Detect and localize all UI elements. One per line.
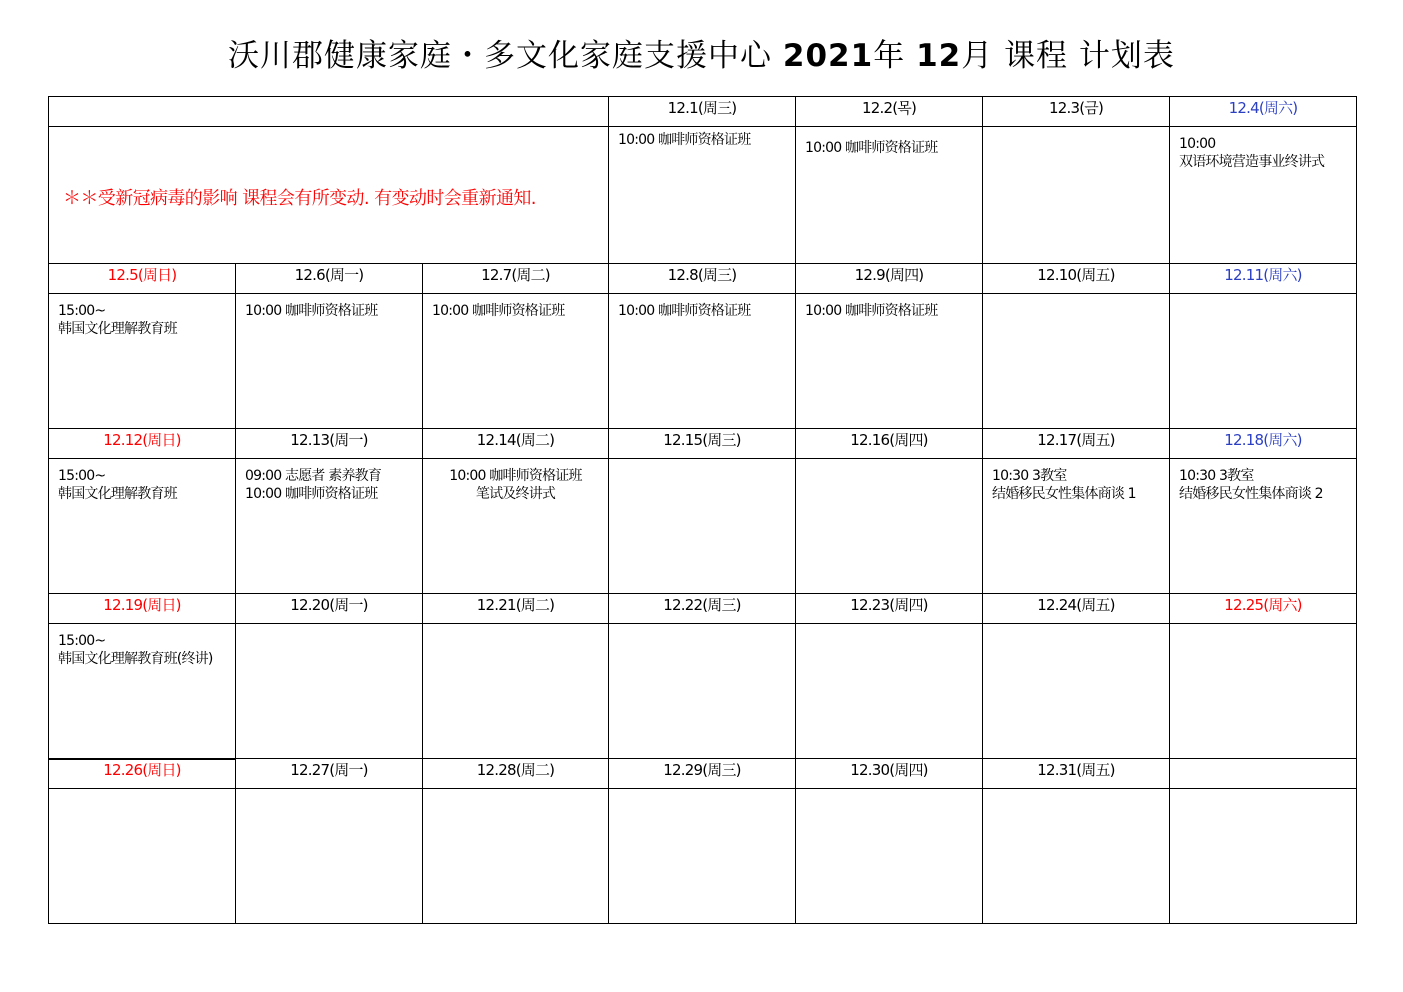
event-cell [49, 459, 236, 594]
title-month-unit: 月 [961, 38, 994, 74]
event-cell [983, 294, 1170, 429]
title-year: 2021 [782, 38, 874, 74]
title-month: 12 [916, 38, 962, 74]
week3-date-row [49, 429, 1357, 459]
event-cell [609, 624, 796, 759]
event-text: 15:00~ 韩国文化理解教育班(终讲) [58, 633, 213, 667]
event-cell [1170, 789, 1357, 924]
date-cell-saturday: 12.4(周六) [1170, 97, 1357, 127]
date-cell: 12.23(周四) [796, 594, 983, 624]
event-cell [236, 789, 423, 924]
title-suffix: 课程 计划表 [1004, 38, 1175, 74]
event-cell [609, 294, 796, 429]
page-title [0, 30, 1403, 75]
event-text: 10:00 咖啡师资格证班 [805, 303, 938, 319]
title-center-name: 沃川郡健康家庭・多文化家庭支援中心 [228, 38, 773, 74]
event-cell [1170, 624, 1357, 759]
event-text: 10:00 咖啡师资格证班 [805, 140, 938, 156]
date-cell: 12.2(목) [796, 97, 983, 127]
event-cell [1170, 294, 1357, 429]
date-cell: 12.10(周五) [983, 264, 1170, 294]
date-cell: 12.1(周三) [609, 97, 796, 127]
event-cell [1170, 127, 1357, 264]
title-year-unit: 年 [873, 38, 906, 74]
week-divider-line [48, 758, 235, 760]
date-cell: 12.30(周四) [796, 759, 983, 789]
event-text: 10:30 3教室 结婚移民女性集体商谈 1 [992, 468, 1136, 502]
event-text: 10:00 咖啡师资格证班 [432, 303, 565, 319]
event-cell [609, 127, 796, 264]
week4-date-row [49, 594, 1357, 624]
event-text [1170, 294, 1356, 302]
event-cell [49, 789, 236, 924]
event-cell [423, 459, 609, 594]
date-cell: 12.13(周一) [236, 429, 423, 459]
event-cell [983, 459, 1170, 594]
event-text [236, 624, 422, 632]
date-cell-holiday: 12.25(周六) [1170, 594, 1357, 624]
event-cell [236, 624, 423, 759]
event-text [236, 789, 422, 797]
date-cell: 12.21(周二) [423, 594, 609, 624]
week4-event-row [49, 624, 1357, 759]
event-text: 10:00 双语环境营造事业终讲式 [1179, 136, 1325, 170]
event-text [609, 789, 795, 797]
date-cell: 12.17(周五) [983, 429, 1170, 459]
event-cell [796, 624, 983, 759]
notice-cell [49, 127, 609, 264]
event-text [796, 459, 982, 467]
date-cell: 12.8(周三) [609, 264, 796, 294]
week1-date-row [49, 97, 1357, 127]
event-cell [423, 294, 609, 429]
event-text: 10:00 咖啡师资格证班 [245, 303, 378, 319]
date-cell: 12.20(周一) [236, 594, 423, 624]
date-cell: 12.14(周二) [423, 429, 609, 459]
event-text: 15:00~ 韩国文化理解教育班 [58, 303, 177, 337]
event-cell [49, 624, 236, 759]
event-cell [983, 624, 1170, 759]
date-cell: 12.31(周五) [983, 759, 1170, 789]
event-cell [983, 127, 1170, 264]
date-cell-sunday: 12.12(周日) [49, 429, 236, 459]
event-cell [423, 624, 609, 759]
event-cell [236, 459, 423, 594]
event-text [1170, 624, 1356, 632]
event-text [423, 789, 608, 797]
event-cell [49, 294, 236, 429]
date-cell-empty [1170, 759, 1357, 789]
event-cell [796, 127, 983, 264]
date-cell-sunday: 12.5(周日) [49, 264, 236, 294]
week1-event-row [49, 127, 1357, 264]
week5-event-row [49, 789, 1357, 924]
event-text: 15:00~ 韩国文化理解教育班 [58, 468, 177, 502]
date-cell: 12.3(금) [983, 97, 1170, 127]
event-text: 10:00 咖啡师资格证班 [618, 132, 751, 148]
event-cell [796, 459, 983, 594]
date-cell: 12.9(周四) [796, 264, 983, 294]
date-cell-saturday: 12.11(周六) [1170, 264, 1357, 294]
event-text: 10:30 3教室 结婚移民女性集体商谈 2 [1179, 468, 1323, 502]
date-cell: 12.22(周三) [609, 594, 796, 624]
event-text [983, 294, 1169, 302]
schedule-table [48, 96, 1357, 924]
event-cell [236, 294, 423, 429]
week5-date-row [49, 759, 1357, 789]
event-text: 10:00 咖啡师资格证班 笔试及终讲式 [449, 468, 582, 502]
event-text: 09:00 志愿者 素养教育 10:00 咖啡师资格证班 [245, 468, 382, 502]
event-text [796, 789, 982, 797]
date-cell: 12.6(周一) [236, 264, 423, 294]
event-cell [983, 789, 1170, 924]
date-cell-sunday: 12.19(周日) [49, 594, 236, 624]
date-cell-sunday: 12.26(周日) [49, 759, 236, 789]
date-cell: 12.7(周二) [423, 264, 609, 294]
notice-text: ＊＊受新冠病毒的影响 课程会有所变动. 有变动时会重新通知. [63, 188, 536, 209]
event-cell [1170, 459, 1357, 594]
event-text [1170, 789, 1356, 797]
date-cell: 12.27(周一) [236, 759, 423, 789]
date-cell: 12.28(周二) [423, 759, 609, 789]
event-cell [609, 459, 796, 594]
date-cell: 12.16(周四) [796, 429, 983, 459]
event-cell [609, 789, 796, 924]
date-cell: 12.15(周三) [609, 429, 796, 459]
event-text [983, 127, 1169, 135]
event-text [609, 624, 795, 632]
event-cell [796, 294, 983, 429]
event-cell [796, 789, 983, 924]
date-cell-saturday: 12.18(周六) [1170, 429, 1357, 459]
date-cell: 12.24(周五) [983, 594, 1170, 624]
event-text [983, 624, 1169, 632]
date-cell: 12.29(周三) [609, 759, 796, 789]
event-text [796, 624, 982, 632]
event-cell [423, 789, 609, 924]
week3-event-row [49, 459, 1357, 594]
event-text [983, 789, 1169, 797]
event-text: 10:00 咖啡师资格证班 [618, 303, 751, 319]
event-text [423, 624, 608, 632]
week2-event-row [49, 294, 1357, 429]
event-text [49, 789, 235, 797]
week1-blank-header [49, 97, 609, 127]
event-text [609, 459, 795, 467]
week2-date-row [49, 264, 1357, 294]
